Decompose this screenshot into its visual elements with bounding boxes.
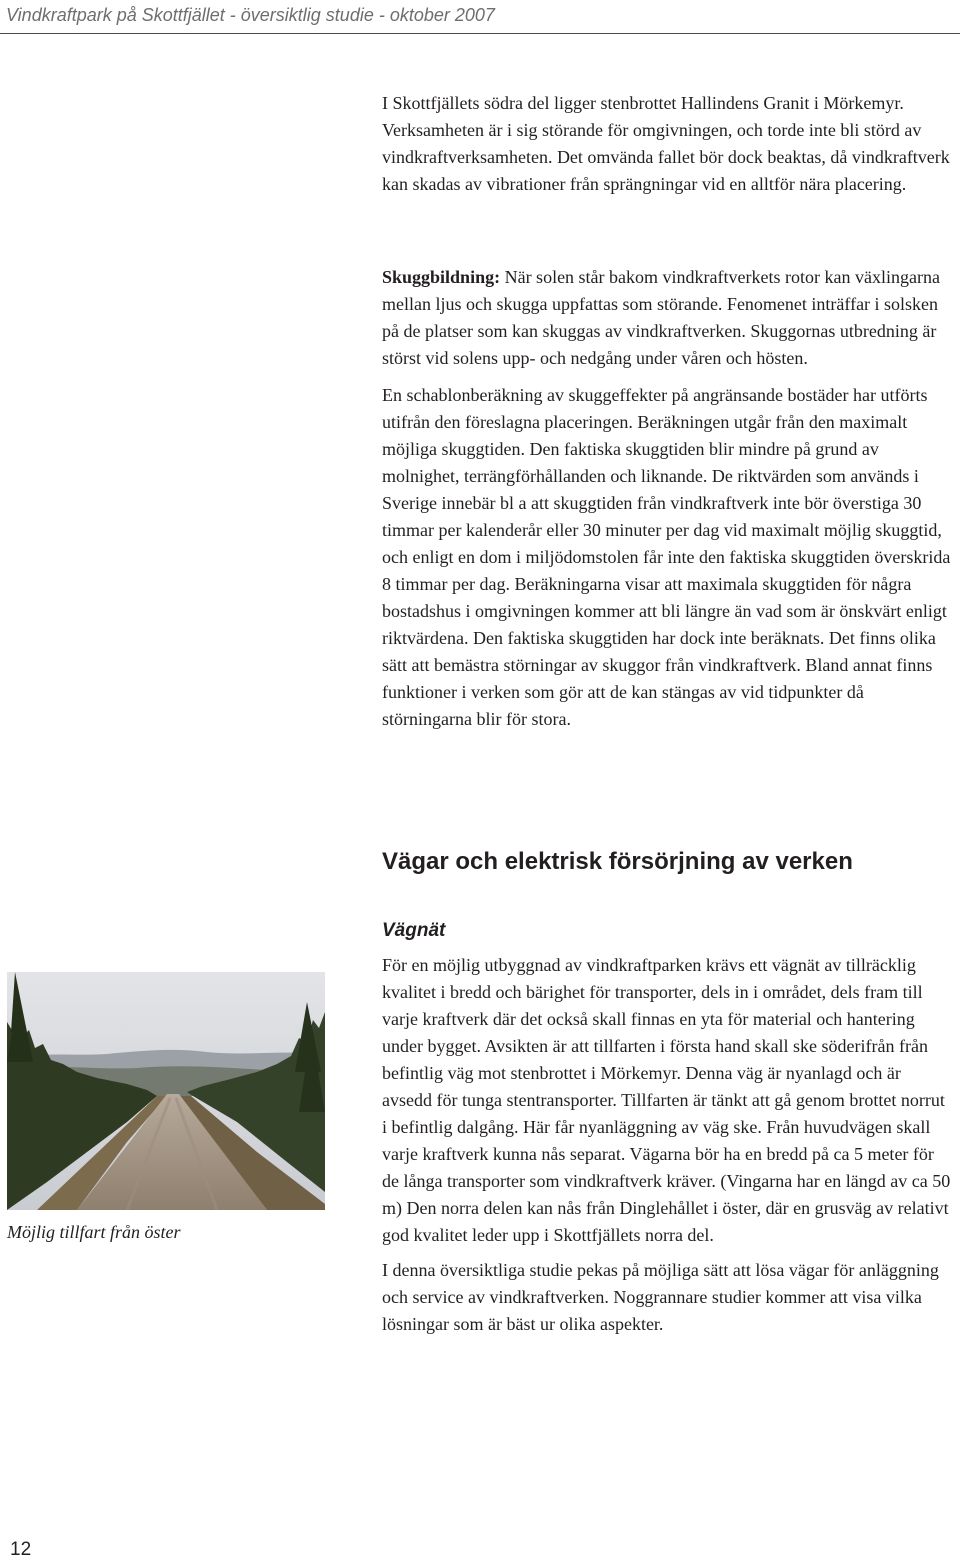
- intro-paragraph: I Skottfjällets södra del ligger stenbrottet Hallindens Granit i Mörkemyr. Verksamheten är i sig störande för omgivningen, och torde inte bli störd av vindkraftverksamheten. Det omvända fallet bör dock beaktas, då vindkraftverk kan skadas av vibrationer från sprängningar vid en alltför nära placering.: [382, 93, 950, 194]
- section-title: Vägar och elektrisk försörjning av verken: [382, 848, 853, 875]
- photo-caption: Möjlig tillfart från öster: [7, 1222, 181, 1242]
- shadow-paragraph-2: En schablonberäkning av skuggeffekter på angränsande bostäder har utförts utifrån den föreslagna placeringen. Beräkningen utgår från den maximalt möjliga skuggtiden. Den faktiska skuggtiden blir mindre på grund av molnighet, terrängförhållanden och liknande. De riktvärden som används i Sverige innebär bl a att skuggtiden från vindkraftverk inte bör överstiga 30 timmar per kalenderår eller 30 minuter per dag vid maximalt möjlig skuggtid, och enligt en dom i miljödomstolen får inte den faktiska skuggtiden överskrida 8 timmar per dag. Beräkningarna visar att maximala skuggtiden för några bostadshus i omgivningen kommer att bli längre än vad som är önskvärt enligt riktvärdena. Den faktiska skuggtiden har dock inte beräknats. Det finns olika sätt att bemästra störningar av skuggor från vindkraftverk. Bland annat finns funktioner i verken som gör att de kan stängas av vid tidpunkter då störningarna blir för stora.: [382, 385, 951, 729]
- roads-section: [382, 952, 954, 1338]
- shadow-paragraph-1-text: När solen står bakom vindkraftverkets rotor kan växlingarna mellan ljus och skugga uppfattas som störande. Fenomenet inträffar i solsken på de platser som kan skuggas av vindkraftverken. Skuggornas utbredning är störst vid solens upp- och nedgång under våren och hösten.: [382, 267, 940, 368]
- shadow-run-in-heading: Skuggbildning:: [382, 267, 501, 287]
- page-number: 12: [10, 1539, 32, 1560]
- shadow-paragraph-1: [382, 264, 954, 372]
- road-photo-illustration: [7, 972, 325, 1210]
- road-photo: [7, 972, 325, 1210]
- section-subheading: Vägnät: [382, 920, 446, 941]
- shadow-section: [382, 264, 954, 733]
- roads-paragraph-2: I denna översiktliga studie pekas på möjliga sätt att lösa vägar för anläggning och service av vindkraftverken. Noggrannare studier kommer att visa vilka lösningar som är bäst ur olika aspekter.: [382, 1260, 939, 1334]
- intro-block: [382, 90, 954, 198]
- header-rule: [0, 33, 960, 34]
- running-header: Vindkraftpark på Skottfjället - översiktlig studie - oktober 2007: [6, 5, 495, 25]
- roads-paragraph-1: För en möjlig utbyggnad av vindkraftparken krävs ett vägnät av tillräcklig kvalitet i bredd och bärighet för transporter, dels in i området, dels fram till varje kraftverk där det också skall finnas en yta för material och hantering under bygget. Avsikten är att tillfarten i första hand skall ske söderifrån från befintlig väg mot stenbrottet i Mörkemyr. Denna väg är nyanlagd och är avsedd för tunga stentransporter. Tillfarten är tänkt att gå genom brottet norrut i befintlig dalgång. Här får nyanläggning av väg ske. Från huvudvägen skall varje kraftverk kunna nås separat. Vägarna bör ha en bredd på ca 5 meter för de långa transporter som vindkraftverk kräver. (Vingarna har en längd av ca 50 m) Den norra delen kan nås från Dinglehållet i öster, där en grusväg av relativt god kvalitet leder upp i Skottfjällets norra del.: [382, 955, 951, 1245]
